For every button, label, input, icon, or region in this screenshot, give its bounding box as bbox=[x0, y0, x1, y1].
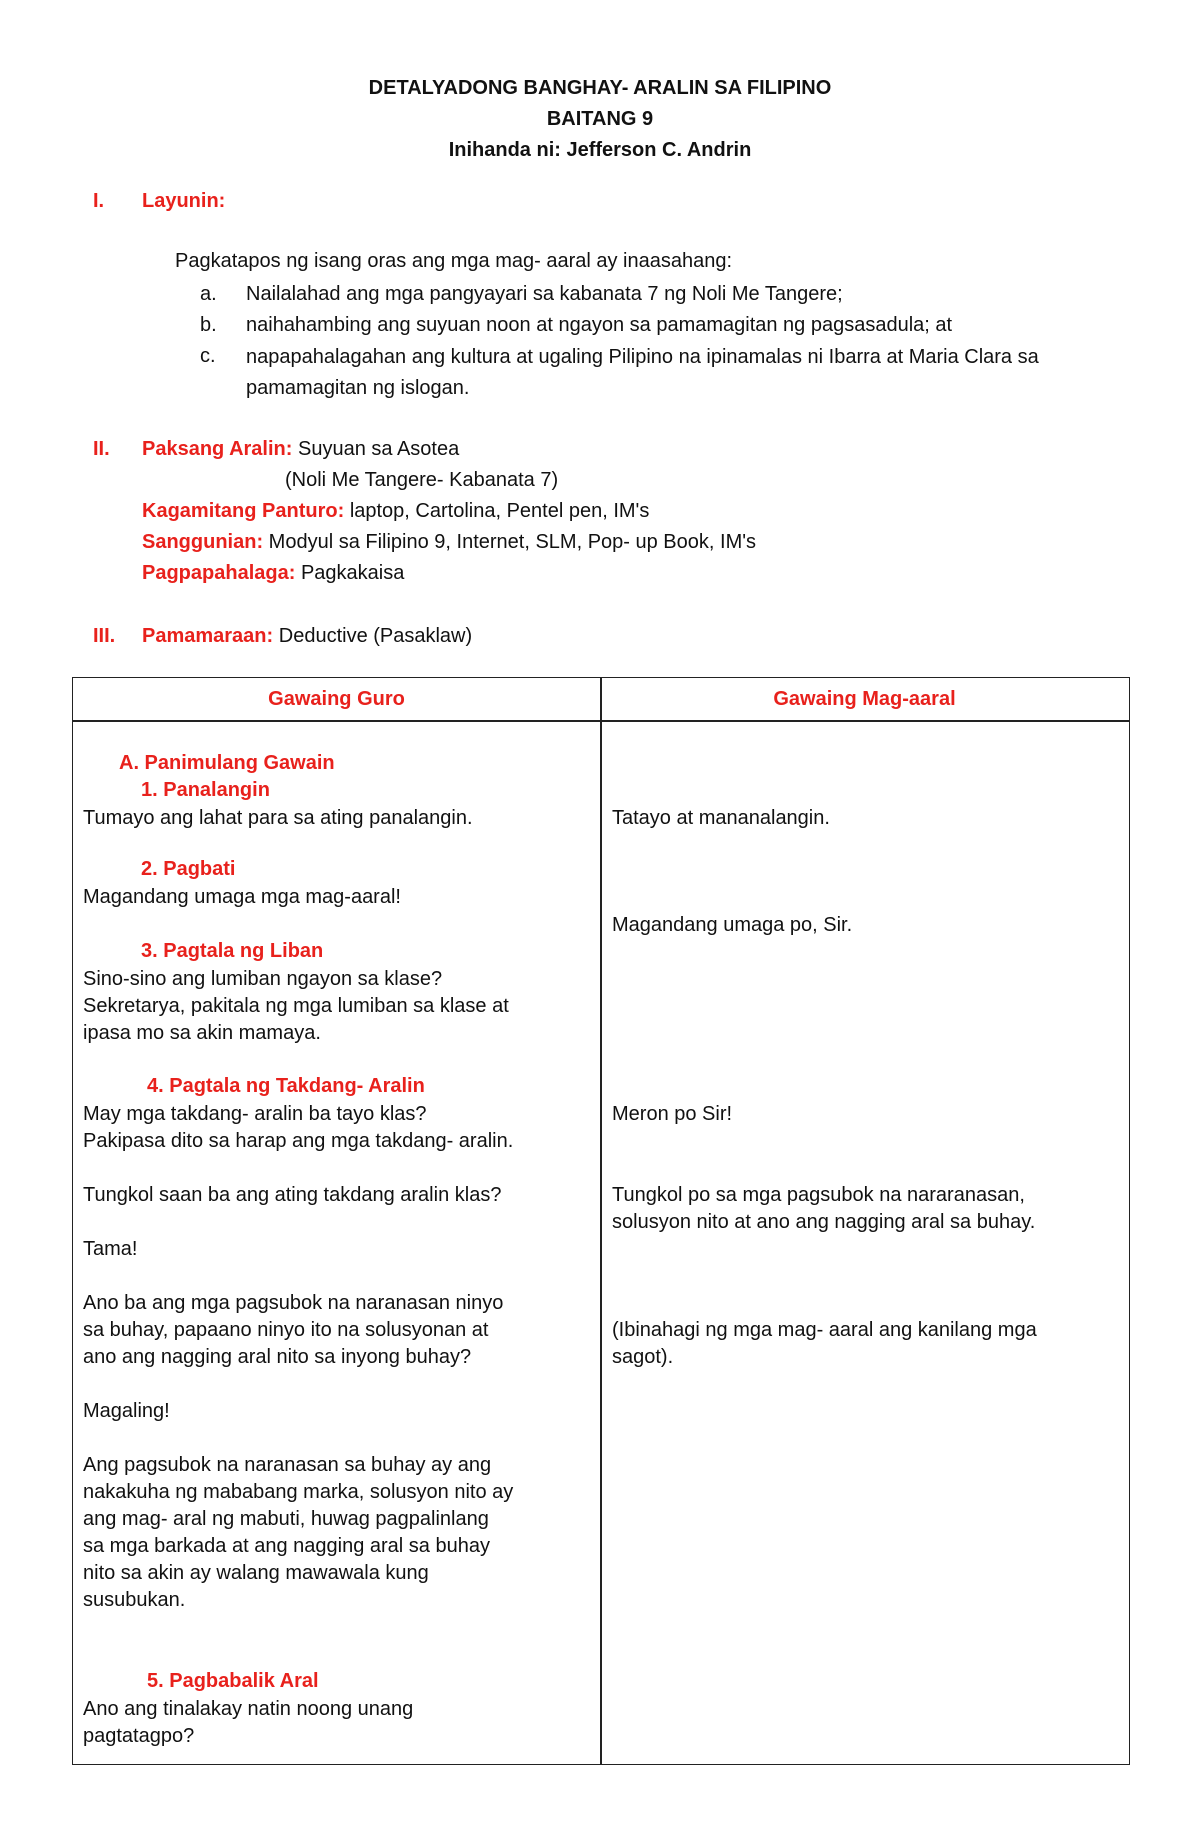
magaaral-pagbati: Magandang umaga po, Sir. bbox=[612, 914, 853, 936]
document-title: DETALYADONG BANGHAY- ARALIN SA FILIPINO bbox=[368, 77, 832, 99]
guro-panalangin: Tumayo ang lahat para sa ating panalangin. bbox=[83, 807, 473, 829]
guro-pagsubok-3: ano ang nagging aral nito sa inyong buhay? bbox=[83, 1346, 472, 1368]
document-page: DETALYADONG BANGHAY- ARALIN SA FILIPINO BAITANG 9 Inihanda ni: Jefferson C. Andrin I. Layunin: Pagkatapos ng isang oras ang mga mag- aaral ay inaasahang: a. Nailalahad ang mga pangyayari sa kabanata 7 ng Noli Me Tangere; b. naihahambing ang suyuan noon at ngayon sa pamamagitan ng pagsasadula; at c. napapahalagahan ang kultura at ugaling Pilipino na ipinamalas ni Ibarra at Maria Clara sa pamamagitan ng islogan. II. Paksang Aralin: Suyuan sa Asotea (Noli Me Tangere- Kabanata 7) Kagamitang Panturo: laptop, Cartolina, Pentel pen, IM's Sanggunian: Modyul sa Filipino 9, Internet, SLM, Pop- up Book, IM's Pagpapahalaga: Pagkakaisa III. Pamamaraan: Deductive (Pasaklaw) Gawaing Guro Gawaing Mag-aaral A. Panimulang Gawain 1. Panalangin Tumayo ang lahat para sa ating panalangin. 2. Pagbati Magandang umaga mga mag-aaral! 3. Pagtala ng Liban Sino-sino ang lumiban ngayon sa klase? Sekretarya, pakitala ng mga lumiban sa klase at ipasa mo sa akin mamaya. 4. Pagtala ng Takdang- Aralin May mga takdang- aralin ba tayo klas? Pakipasa dito sa harap ang mga takdang- aralin. Tungkol saan ba ang ating takdang aralin klas? Tama! Ano ba ang mga pagsubok na naranasan ninyo sa buhay, papaano ninyo ito na solusyonan at ano ang nagging aral nito sa inyong buhay? Magaling! Ang pagsubok na naranasan sa buhay ay ang nakakuha ng mababang marka, solusyon nito ay ang mag- aral ng mabuti, huwag pagpalinlang sa mga barkada at ang nagging aral sa buhay nito sa akin ay walang mawawala kung susubukan. 5. Pagbabalik Aral Ano ang tinalakay natin noong unang pagtatagpo? Tatayo at mananalangin. Magandang umaga po, Sir. Meron po Sir! Tungkol po sa mga pagsubok na nararanasan, solusyon nito at ano ang nagging aral sa buhay. (Ibinahagi ng mga mag- aaral ang kanilang mga sagot). bbox=[0, 0, 1200, 1835]
column-header-magaaral: Gawaing Mag-aaral bbox=[773, 688, 956, 710]
column-divider bbox=[600, 678, 602, 1764]
column-header-guro: Gawaing Guro bbox=[268, 688, 405, 710]
objectives-intro: Pagkatapos ng isang oras ang mga mag- aaral ay inaasahang: bbox=[175, 250, 733, 272]
guro-takdang-2: Pakipasa dito sa harap ang mga takdang- aralin. bbox=[83, 1130, 514, 1152]
section-3-numeral: III. bbox=[93, 625, 116, 647]
guro-liban-1: Sino-sino ang lumiban ngayon sa klase? bbox=[83, 968, 443, 990]
guro-sagot-5: nito sa akin ay walang mawawala kung bbox=[83, 1562, 429, 1584]
guro-takdang-tanong: Tungkol saan ba ang ating takdang aralin klas? bbox=[83, 1184, 502, 1206]
grade-level: BAITANG 9 bbox=[546, 108, 654, 130]
guro-sagot-1: Ang pagsubok na naranasan sa buhay ay ang bbox=[83, 1454, 492, 1476]
magaaral-tanong-1: Tungkol po sa mga pagsubok na nararanasan, bbox=[612, 1184, 1025, 1206]
magaaral-takdang: Meron po Sir! bbox=[612, 1103, 733, 1125]
section-1-label: Layunin: bbox=[142, 190, 226, 212]
guro-magaling: Magaling! bbox=[83, 1400, 170, 1422]
paksang-aralin-sub: (Noli Me Tangere- Kabanata 7) bbox=[285, 469, 559, 491]
sanggunian: Sanggunian: Modyul sa Filipino 9, Internet, SLM, Pop- up Book, IM's bbox=[142, 531, 757, 553]
guro-liban-3: ipasa mo sa akin mamaya. bbox=[83, 1022, 321, 1044]
lesson-table bbox=[72, 677, 1130, 1765]
pagpapahalaga: Pagpapahalaga: Pagkakaisa bbox=[142, 562, 405, 584]
guro-sagot-3: ang mag- aral ng mabuti, huwag pagpalinlang bbox=[83, 1508, 489, 1530]
heading-panalangin: 1. Panalangin bbox=[141, 779, 270, 801]
guro-balik-1: Ano ang tinalakay natin noong unang bbox=[83, 1698, 414, 1720]
guro-sagot-4: sa mga barkada at ang nagging aral sa buhay bbox=[83, 1535, 490, 1557]
guro-liban-2: Sekretarya, pakitala ng mga lumiban sa klase at bbox=[83, 995, 509, 1017]
guro-takdang-1: May mga takdang- aralin ba tayo klas? bbox=[83, 1103, 427, 1125]
heading-pagtala-liban: 3. Pagtala ng Liban bbox=[141, 940, 324, 962]
magaaral-pagsubok-1: (Ibinahagi ng mga mag- aaral ang kanilang mga bbox=[612, 1319, 1037, 1341]
paksang-aralin: Paksang Aralin: Suyuan sa Asotea bbox=[142, 438, 460, 460]
prepared-by: Inihanda ni: Jefferson C. Andrin bbox=[448, 139, 752, 161]
heading-pagbabalik-aral: 5. Pagbabalik Aral bbox=[147, 1670, 319, 1692]
header-divider bbox=[73, 720, 1129, 722]
pamamaraan: Pamamaraan: Deductive (Pasaklaw) bbox=[142, 625, 473, 647]
guro-pagsubok-1: Ano ba ang mga pagsubok na naranasan ninyo bbox=[83, 1292, 504, 1314]
magaaral-panalangin: Tatayo at mananalangin. bbox=[612, 807, 830, 829]
guro-tama: Tama! bbox=[83, 1238, 138, 1260]
section-1-numeral: I. bbox=[93, 190, 105, 212]
guro-sagot-2: nakakuha ng mababang marka, solusyon nito ay bbox=[83, 1481, 514, 1503]
document-header bbox=[0, 73, 1200, 166]
guro-balik-2: pagtatagpo? bbox=[83, 1725, 195, 1747]
heading-panimulang-gawain: A. Panimulang Gawain bbox=[119, 752, 335, 774]
heading-pagbati: 2. Pagbati bbox=[141, 858, 236, 880]
section-2-numeral: II. bbox=[93, 438, 110, 460]
magaaral-tanong-2: solusyon nito at ano ang nagging aral sa buhay. bbox=[612, 1211, 1036, 1233]
guro-pagsubok-2: sa buhay, papaano ninyo ito na solusyonan at bbox=[83, 1319, 489, 1341]
guro-sagot-6: susubukan. bbox=[83, 1589, 186, 1611]
heading-pagtala-takdang-aralin: 4. Pagtala ng Takdang- Aralin bbox=[147, 1075, 425, 1097]
magaaral-pagsubok-2: sagot). bbox=[612, 1346, 674, 1368]
guro-pagbati: Magandang umaga mga mag-aaral! bbox=[83, 886, 401, 908]
kagamitang-panturo: Kagamitang Panturo: laptop, Cartolina, Pentel pen, IM's bbox=[142, 500, 650, 522]
